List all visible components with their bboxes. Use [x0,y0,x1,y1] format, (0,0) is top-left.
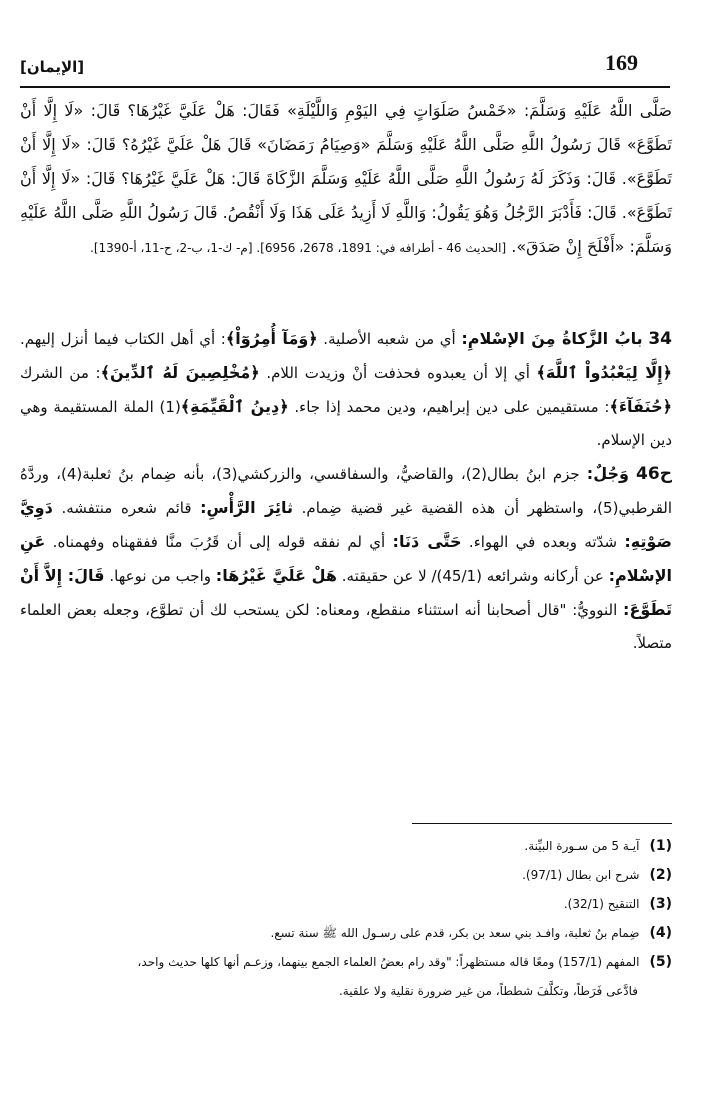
chapter-paragraph [20,322,672,457]
quran-phrase: ﴿مُخْلِصِينَ لَهُ ٱلدِّينَ﴾ [100,363,260,382]
keyword: عَنِ الإسْلامِ: [20,532,672,585]
quran-phrase: ﴿دِينُ ٱلْقَيِّمَةِ﴾ [180,397,289,416]
footnote [20,948,672,1006]
commentary-block [20,322,672,660]
hadith-text: صَلَّى اللَّهُ عَلَيْهِ وَسَلَّمَ: «خَمْسُ صَلَوَاتٍ فِي اليَوْمِ وَاللَّيْلَةِ» فَقَالَ: هَلْ عَلَيَّ غَيْرُهَا؟ قَالَ: «لَا إِلَّا أَنْ تَطَوَّعَ» قَالَ رَسُولُ اللَّهِ صَلَّى اللَّهُ عَلَيْهِ وَسَلَّمَ «وَصِيَامُ رَمَضَانَ» قَالَ هَلْ عَلَيَّ غَيْرُهُ؟ قَالَ: «لَا إِلَّا أَنْ تَطَوَّعَ». قَالَ: وَذَكَرَ لَهُ رَسُولُ اللَّهِ صَلَّى اللَّهُ عَلَيْهِ وَسَلَّمَ الزَّكَاةَ قَالَ: هَلْ عَلَيَّ غَيْرُهَا؟ قَالَ: «لَا إِلَّا أَنْ تَطَوَّعَ». قَالَ: فَأَدْبَرَ الرَّجُلُ وَهُوَ يَقُولُ: وَاللَّهِ لَا أَزِيدُ عَلَى هَذَا وَلَا أَنْقُصُ. قَالَ رَسُولُ اللَّهِ صَلَّى اللَّهُ عَلَيْهِ وَسَلَّمَ: «أَفْلَحَ إِنْ صَدَقَ». [20,101,672,256]
footnote [20,890,672,919]
keyword: دَوِيَّ صَوْتِهِ: [20,498,673,551]
footnote-text: آيـة 5 من سـورة البيِّنة. [524,839,640,853]
commentary-text: شدّته وبعده في الهواء. [461,533,625,551]
chapter-number: 34 [648,329,672,349]
commentary-text: أي إلا أن يعبدوه فحذفت أنْ وزيدت اللام. [259,364,537,382]
hadith-text-block [20,94,672,265]
keyword: وَجُلٌ: [586,464,629,483]
hadith-commentary-paragraph [20,457,672,660]
commentary-text: أي لم نفقه قوله إلى أن قَرُبَ منَّا ففقهناه وفهمناه. [45,533,393,551]
hadith-reference: [الحديث 46 - أطرافه في: 1891، 2678، 6956]. [م- ك-1، ب-2، ح-11، أ-1390]. [90,241,507,255]
commentary-text: واجب من نوعها. [104,567,216,585]
commentary-text: (1) الملة المستقيمة وهي دين الإسلام. [20,398,672,449]
keyword: هَلْ عَلَيَّ غَيْرُهَا: [215,566,337,585]
footnote-continuation: فادَّعى فَرَطاً، وتكلَّفَ شططاً، من غير ضرورة نقلية ولا علقية. [338,984,638,998]
footnote-number: (2) [649,867,672,883]
footnote-text: التنقيح (32/1). [563,897,640,911]
header-rule [20,86,670,88]
page-header [20,40,670,90]
quran-phrase: ﴿حُنَفَآءَ﴾ [609,397,672,416]
quran-phrase: ﴿إِلَّا لِيَعْبُدُواْ ٱللَّهَ﴾ [536,363,672,382]
footnote-text: المفهم (157/1) ومعًا قاله مستظهراً: "وقد رام بعضُ العلماء الجمع بينهما، وزعـم أنها كلها حديث واحد، [137,955,640,969]
footnote-number: (5) [649,954,672,970]
hadith-number: ح46 [636,464,672,484]
quran-phrase: ﴿وَمَآ أُمِرُوٓاْ﴾ [225,329,318,348]
footnote-number: (3) [649,896,672,912]
footnote-text: شرح ابن بطال (97/1). [522,868,640,882]
commentary-text: عن أركانه وشرائعه (45/1)/ لا عن حقيقته. [336,567,609,585]
footnote-number: (1) [649,838,672,854]
commentary-text: : من الشرك [20,364,101,382]
footnote-rule [412,823,672,824]
footnote [20,861,672,890]
commentary-text: أي من شعبه الأصلية. [317,330,462,348]
keyword: حَتَّى دَنَا: [392,532,462,551]
commentary-text: النوويُّ: "قال أصحابنا أنه استثناء منقطع، ومعناه: لكن يستحب لك أن تطوَّع، وجعله بعض العلماء متصلاً. [20,601,672,652]
chapter-title: بابُ الزَّكاةُ مِنَ الإسْلامِ: [461,329,643,348]
commentary-text: : مستقيمين على دين إبراهيم، ودين محمد إذا جاء. [288,398,610,416]
footnote [20,832,672,861]
keyword: قَالَ: إِلاَّ أَنْ تَطَوَّعَ: [20,566,672,619]
running-head: [الإيمان] [20,58,85,76]
keyword: ثائِرَ الرَّأْسِ: [200,498,293,517]
commentary-text: قائم شعره منتفشه. [52,499,201,517]
commentary-text: جزم ابنُ بطال(2)، والقاضيُّ، والسفاقسي، والزركشي(3)، بأنه ضِمام بنُ ثعلبة(4)، وردَّهُ القرطبي(5)، واستظهر أن هذه القضية غير قضية ضِمام. [20,465,673,517]
page-number: 169 [605,50,638,75]
footnotes [20,832,672,1006]
commentary-text: : أي أهل الكتاب فيما أنزل إليهم. [20,330,226,348]
footnote-text: ضِمام بنُ ثعلبة، وافـد بني سعد بن بكر، قدم على رسـول الله ﷺ سنة تسع. [270,926,640,940]
footnote-number: (4) [649,925,672,941]
footnote [20,919,672,948]
